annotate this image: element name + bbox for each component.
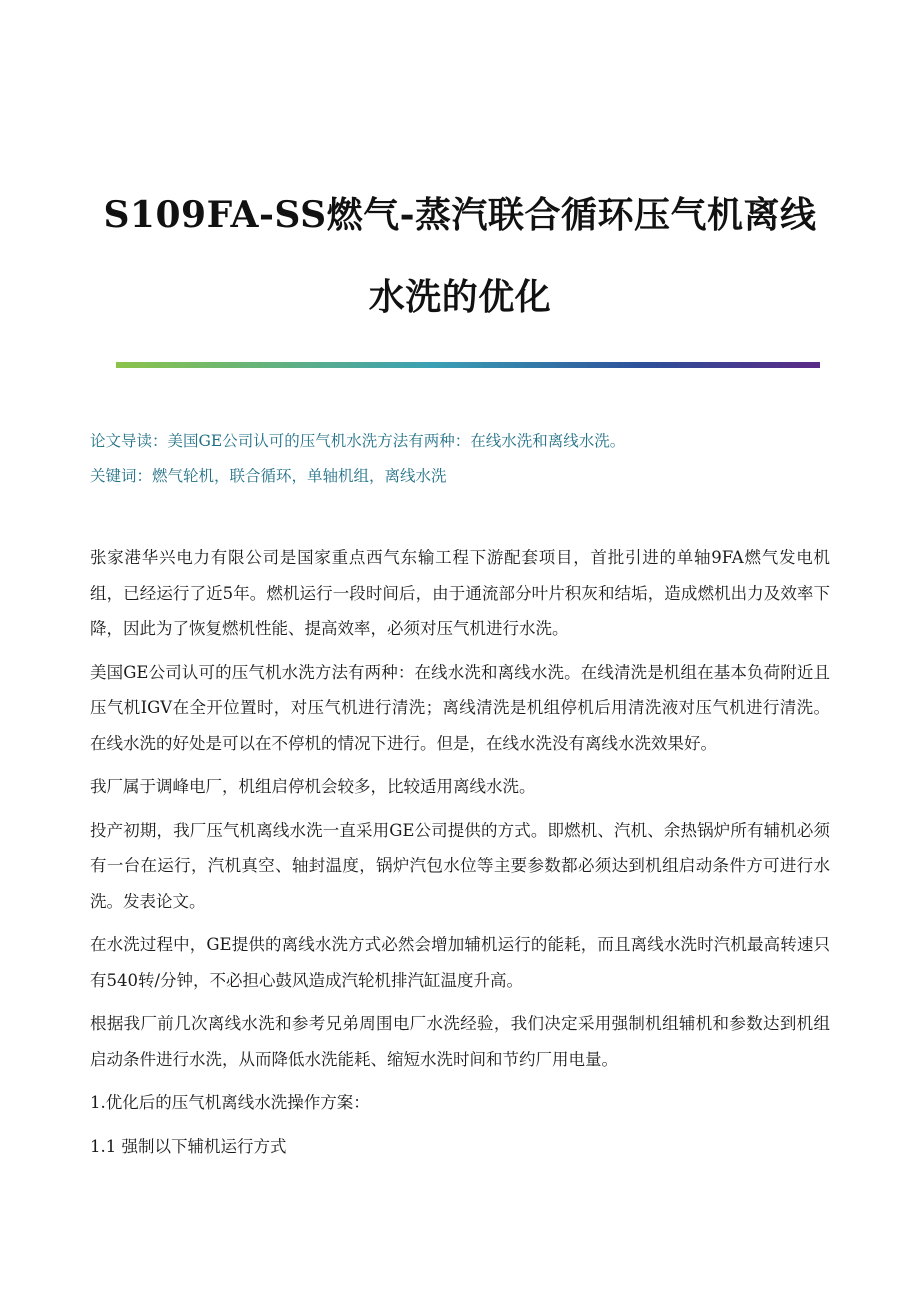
document-meta: [90, 424, 830, 494]
title-divider: [116, 362, 820, 368]
paragraph: 美国GE公司认可的压气机水洗方法有两种：在线水洗和离线水洗。在线清洗是机组在基本负荷附近且压气机IGV在全开位置时，对压气机进行清洗；离线清洗是机组停机后用清洗液对压气机进行清洗。在线水洗的好处是可以在不停机的情况下进行。但是，在线水洗没有离线水洗效果好。: [90, 662, 830, 753]
subsection-heading: 1.1 强制以下辅机运行方式: [90, 1136, 287, 1156]
section-heading: 1.优化后的压气机离线水洗操作方案：: [90, 1093, 370, 1112]
intro-line: 论文导读：美国GE公司认可的压气机水洗方法有两种：在线水洗和离线水洗。: [90, 432, 626, 450]
keywords-line: 关键词：燃气轮机，联合循环，单轴机组，离线水洗: [90, 467, 447, 485]
document-body: [90, 540, 830, 1172]
paragraph: 张家港华兴电力有限公司是国家重点西气东输工程下游配套项目，首批引进的单轴9FA燃气发电机组，已经运行了近5年。燃机运行一段时间后，由于通流部分叶片积灰和结垢，造成燃机出力及效率下降，因此为了恢复燃机性能、提高效率，必须对压气机进行水洗。: [90, 548, 830, 638]
paragraph: 在水洗过程中，GE提供的离线水洗方式必然会增加辅机运行的能耗，而且离线水洗时汽机最高转速只有540转/分钟，不必担心鼓风造成汽轮机排汽缸温度升高。: [90, 935, 830, 990]
document-title: S109FA-SS燃气-蒸汽联合循环压气机离线水洗的优化: [103, 194, 817, 319]
paragraph: 我厂属于调峰电厂，机组启停机会较多，比较适用离线水洗。: [90, 777, 536, 796]
paragraph: 根据我厂前几次离线水洗和参考兄弟周围电厂水洗经验，我们决定采用强制机组辅机和参数达到机组启动条件进行水洗，从而降低水洗能耗、缩短水洗时间和节约厂用电量。: [90, 1014, 830, 1069]
paragraph: 投产初期，我厂压气机离线水洗一直采用GE公司提供的方式。即燃机、汽机、余热锅炉所有辅机必须有一台在运行，汽机真空、轴封温度，锅炉汽包水位等主要参数都必须达到机组启动条件方可进行水洗。发表论文。: [90, 820, 830, 911]
